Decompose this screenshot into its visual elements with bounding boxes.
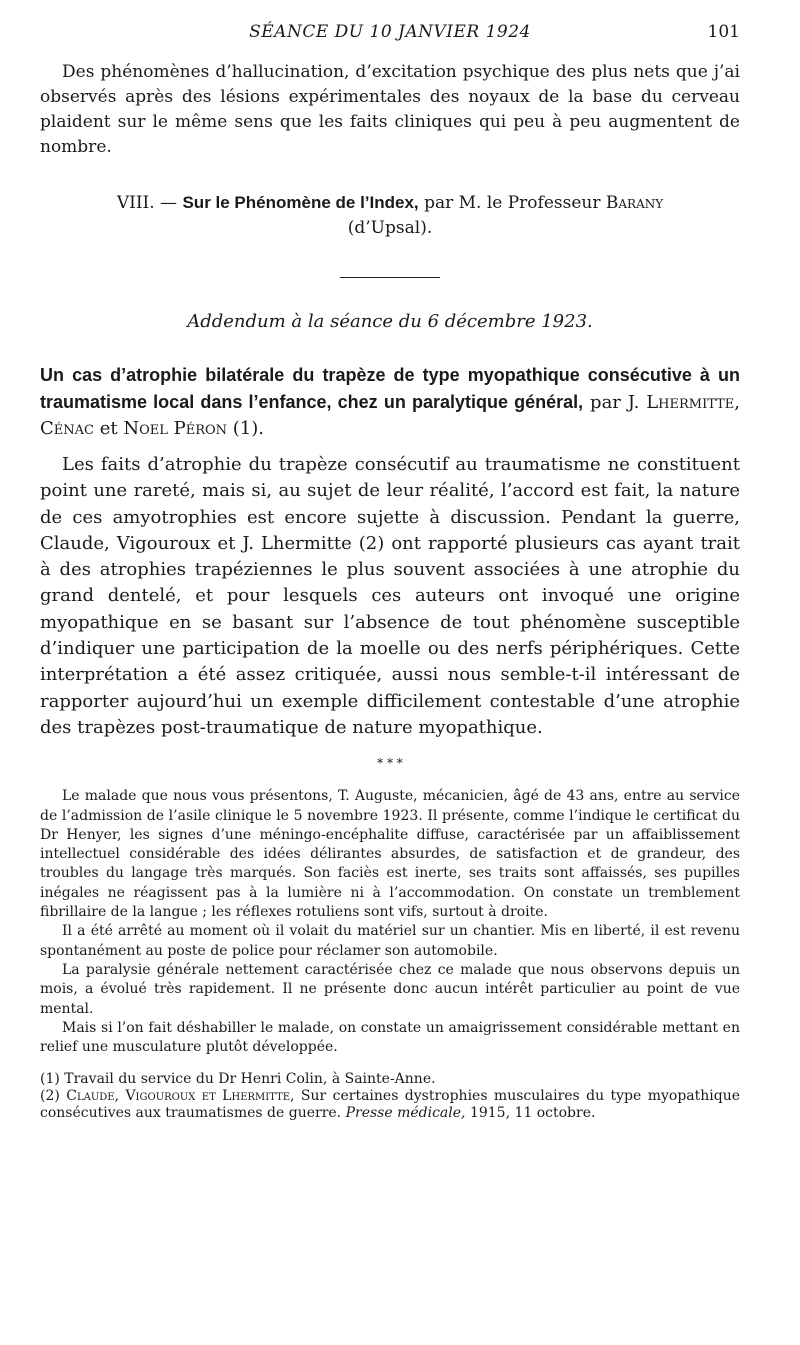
page-number: 101 bbox=[707, 22, 740, 42]
footnote-2-number: (2) bbox=[40, 1088, 60, 1105]
footnote-2-date: 1915, 11 octobre. bbox=[469, 1105, 596, 1122]
page bbox=[40, 22, 740, 1122]
author-conjunction: et bbox=[99, 418, 118, 439]
footnote-1: (1) Travail du service du Dr Henri Colin, à Sainte-Anne. bbox=[40, 1071, 436, 1088]
author-lhermitte: Lhermitte, bbox=[646, 392, 740, 413]
article-heading bbox=[40, 362, 740, 442]
article-title: Un cas d’atrophie bilatérale du trapèze de type myopathique consécutive à un traumatisme local dans l’enfance, chez un paralytique général, bbox=[40, 365, 740, 412]
section-author: Barany bbox=[605, 193, 664, 213]
section-separator bbox=[40, 757, 740, 769]
case-report bbox=[40, 787, 740, 1057]
footnote-2-authors: Claude, Vigouroux et Lhermitte, bbox=[66, 1088, 295, 1105]
case-paragraph: Le malade que nous vous présentons, T. Auguste, mécanicien, âgé de 43 ans, entre au service de l’admission de l’asile clinique le 5 novembre 1923. Il présente, comme l’indique le certificat du Dr Henyer, les signes d’une méningo-encéphalite diffuse, caractérisée par un affaiblissement intellectuel considérable des idées délirantes absurdes, de satisfaction et de grandeur, des troubles du langage très marqués. Son faciès est inerte, ses traits sont affaissés, ses pupilles inégales ne réagissent pas à la lumière ni à l’accommodation. On constate un tremblement fibrillaire de la langue ; les réflexes rotuliens sont vifs, surtout à droite. bbox=[40, 788, 740, 921]
running-title: SÉANCE DU 10 JANVIER 1924 bbox=[249, 22, 531, 42]
article-body: Les faits d’atrophie du trapèze consécutif au traumatisme ne constituent point une rareté, mais si, au sujet de leur réalité, l’accord est fait, la nature de ces amyotrophies est encore sujette à discussion. Pendant la guerre, Claude, Vigouroux et J. Lhermitte (2) ont rapporté plusieurs cas ayant trait à des atrophies trapéziennes le plus souvent associées à une atrophie du grand dentelé, et pour lesquels ces auteurs ont invoqué une origine myopathique en se basant sur l’absence de tout phénomène susceptible d’indiquer une participation de la moelle ou des nerfs périphériques. Cette interprétation a été assez critiquée, aussi nous semble-t-il intéressant de rapporter aujourd’hui un exemple difficilement contestable d’une atrophie des trapèzes post-traumatique de nature myopathique. bbox=[40, 454, 740, 738]
footnote-2-title: Sur certaines dystrophies musculaires du type myopathique consécutives aux traumatismes de guerre. bbox=[40, 1088, 741, 1122]
case-paragraph: La paralysie générale nettement caractérisée chez ce malade que nous observons depuis un mois, a évolué très rapidement. Il ne présente donc aucun intérêt particulier au point de vue mental. bbox=[40, 961, 740, 1017]
footnote-2 bbox=[40, 1088, 740, 1122]
section-by: par M. le Professeur bbox=[424, 193, 601, 213]
intro-paragraph: Des phénomènes d’hallucination, d’excitation psychique des plus nets que j’ai observés après des lésions expérimentales des noyaux de la base du cerveau plaident sur le même sens que les faits cliniques qui peu à peu augmentent de nombre. bbox=[40, 62, 740, 157]
divider-rule bbox=[340, 277, 440, 278]
running-header bbox=[40, 22, 740, 52]
case-paragraph: Il a été arrêté au moment où il volait du matériel sur un chantier. Mis en liberté, il est revenu spontanément au poste de police pour réclamer son automobile. bbox=[40, 923, 740, 959]
addendum-heading: Addendum à la séance du 6 décembre 1923. bbox=[187, 311, 593, 332]
case-paragraph: Mais si l’on fait déshabiller le malade, on constate un amaigrissement considérable mettant en relief une musculature plutôt développée. bbox=[40, 1019, 740, 1056]
section-title: Sur le Phénomène de l’Index, bbox=[182, 193, 419, 212]
footnote-2-journal: Presse médicale, bbox=[345, 1105, 466, 1122]
author-cenac: Cénac bbox=[40, 418, 94, 439]
author-peron: Noel Péron bbox=[123, 418, 228, 439]
section-number: VIII. — bbox=[116, 193, 178, 213]
section-affiliation: (d’Upsal). bbox=[347, 218, 433, 238]
separator-stars: * * * bbox=[377, 756, 403, 771]
footnote-ref-1: (1). bbox=[232, 418, 264, 439]
section-viii bbox=[40, 190, 740, 241]
footnotes bbox=[40, 1071, 740, 1122]
article-by: par J. bbox=[590, 392, 640, 413]
